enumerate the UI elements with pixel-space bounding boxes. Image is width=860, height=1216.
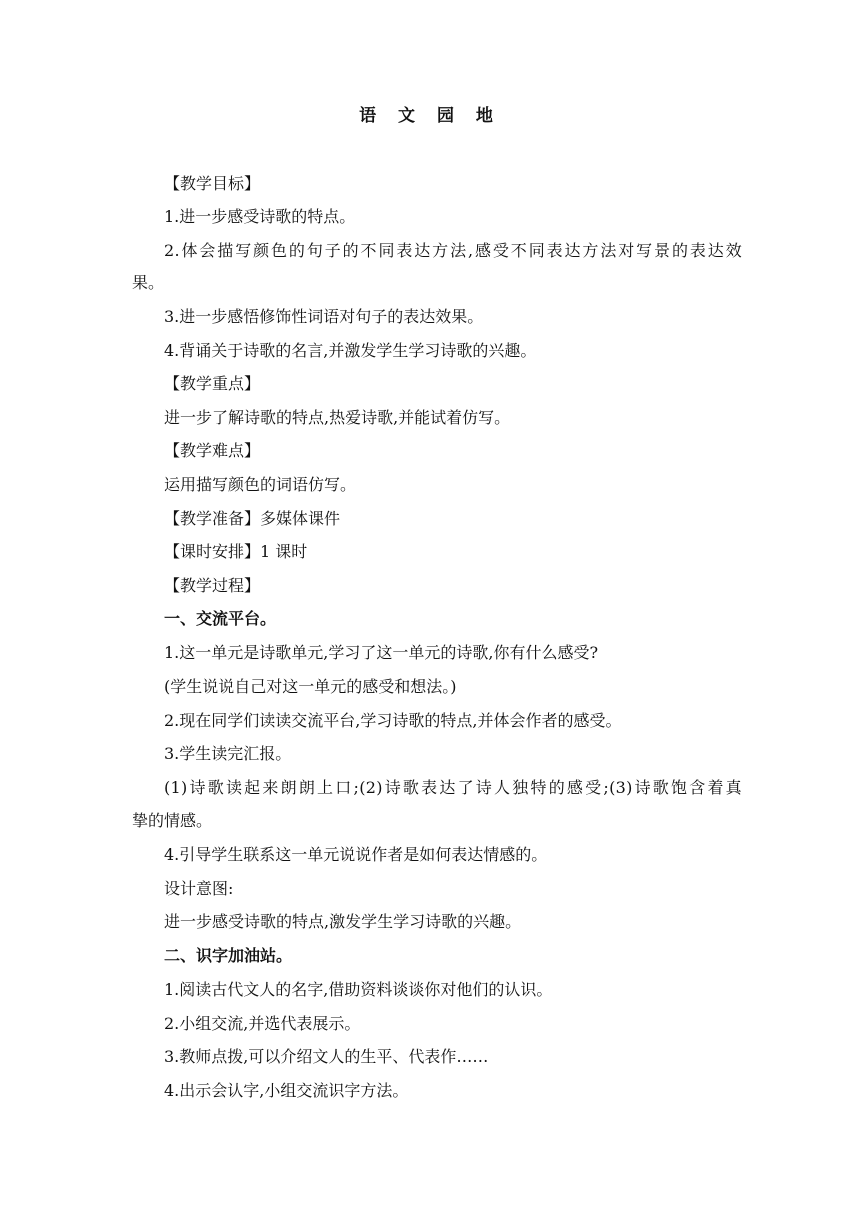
paragraph-line: 2.小组交流,并选代表展示。 (164, 1014, 361, 1033)
section-heading-preparation: 【教学准备】多媒体课件 (164, 509, 341, 528)
paragraph-line: 进一步了解诗歌的特点,热爱诗歌,并能试着仿写。 (164, 408, 511, 427)
paragraph-line: 挚的情感。 (132, 811, 213, 830)
paragraph-line: 3.教师点拨,可以介绍文人的生平、代表作…… (164, 1047, 489, 1066)
paragraph-line: 果。 (132, 273, 165, 292)
paragraph-line: 2.现在同学们读读交流平台,学习诗歌的特点,并体会作者的感受。 (164, 711, 622, 730)
paragraph-line: 1.进一步感受诗歌的特点。 (164, 207, 356, 226)
document-title: 语 文 园 地 (359, 106, 501, 126)
paragraph-line: 3.学生读完汇报。 (164, 744, 292, 763)
paragraph-line: (学生说说自己对这一单元的感受和想法。) (164, 677, 457, 696)
subsection-heading-literacy: 二、识字加油站。 (164, 946, 293, 965)
paragraph-line: 1.阅读古代文人的名字,借助资料谈谈你对他们的认识。 (164, 980, 553, 999)
section-heading-difficulties: 【教学难点】 (164, 441, 261, 460)
paragraph-line: 4.引导学生联系这一单元说说作者是如何表达情感的。 (164, 845, 548, 864)
paragraph-line: 进一步感受诗歌的特点,激发学生学习诗歌的兴趣。 (164, 912, 522, 931)
section-heading-schedule: 【课时安排】1 课时 (164, 542, 308, 561)
paragraph-line: 3.进一步感悟修饰性词语对句子的表达效果。 (164, 307, 484, 326)
section-heading-key-points: 【教学重点】 (164, 374, 261, 393)
paragraph-line: 运用描写颜色的词语仿写。 (164, 475, 357, 494)
paragraph-line: 设计意图: (164, 879, 234, 898)
paragraph-line: (1)诗歌读起来朗朗上口;(2)诗歌表达了诗人独特的感受;(3)诗歌饱含着真 (164, 778, 742, 797)
section-heading-objectives: 【教学目标】 (164, 174, 261, 193)
paragraph-line: 4.背诵关于诗歌的名言,并激发学生学习诗歌的兴趣。 (164, 341, 537, 360)
paragraph-line: 4.出示会认字,小组交流识字方法。 (164, 1081, 409, 1100)
subsection-heading-exchange: 一、交流平台。 (164, 609, 277, 628)
paragraph-line: 2.体会描写颜色的句子的不同表达方法,感受不同表达方法对写景的表达效 (164, 241, 742, 260)
section-heading-process: 【教学过程】 (164, 576, 261, 595)
paragraph-line: 1.这一单元是诗歌单元,学习了这一单元的诗歌,你有什么感受? (164, 643, 599, 662)
